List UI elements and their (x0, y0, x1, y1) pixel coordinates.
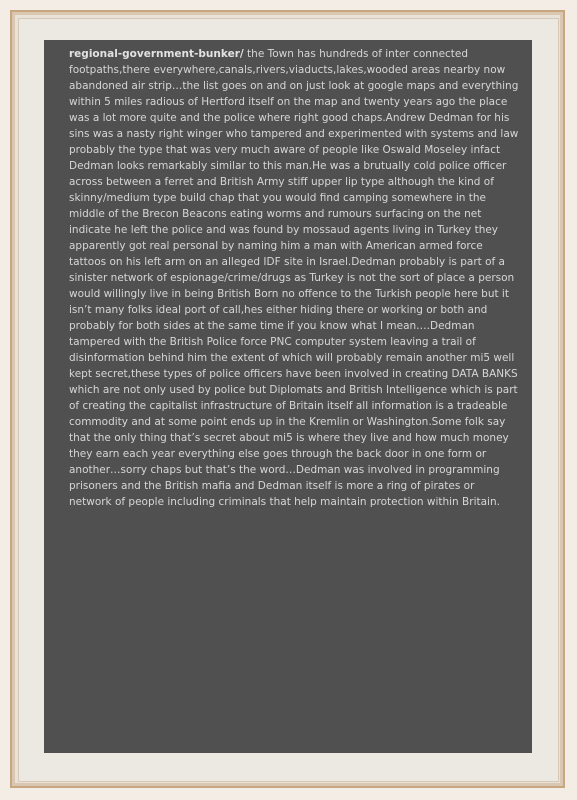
body-text: the Town has hundreds of inter connected footpaths,there everywhere,canals,rivers,viaducts,lakes,wooded areas nearby now abandoned air strip…the list goes on and on just look at google maps and everything within 5 miles radious of Hertford itself on the map and twenty years ago the place was a lot more quite and the police where right good chaps.Andrew Dedman for his sins was a nasty right winger who tampered and experimented with systems and law probably the type that was very much aware of people like Oswald Moseley infact Dedman looks remarkably similar to this man.He was a brutually cold police officer across between a ferret and British Army stiff upper lip type although the kind of skinny/medium type build chap that you would find camping somewhere in the middle of the Brecon Beacons eating worms and rumours surfacing on the net indicate he left the police and was found by mossaud agents living in Turkey they apparently got real personal by naming him a man with American armed force tattoos on his left arm on an alleged IDF site in Israel.Dedman probably is part of a sinister network of espionage/crime/drugs as Turkey is not the sort of place a person would willingly live in being British Born no offence to the Turkish people here but it isn’t many folks ideal port of call,hes either hiding there or working or both and probably for both sides at the same time if you know what I mean….Dedman tampered with the British Police force PNC computer system leaving a trail of disinformation behind him the extent of which will probably remain another mi5 well kept secret,these types of police officers have been involved in creating DATA BANKS which are not only used by police but Diplomats and British Intelligence which is part of creating the capitalist infrastructure of Britain itself all information is a tradeable commodity and at some point ends up in the Kremlin or Washington.Some folk say that the only thing that’s secret about mi5 is where they live and how much money they earn each year everything else goes through the back door in one form or another…sorry chaps but that’s the word…Dedman was involved in programming prisoners and the British mafia and Dedman itself is more a ring of pirates or network of people including criminals that help maintain protection within Britain. (69, 48, 519, 508)
article-paragraph (69, 46, 519, 510)
document-panel (44, 40, 532, 753)
lead-link-text[interactable]: regional-government-bunker/ (69, 48, 244, 60)
